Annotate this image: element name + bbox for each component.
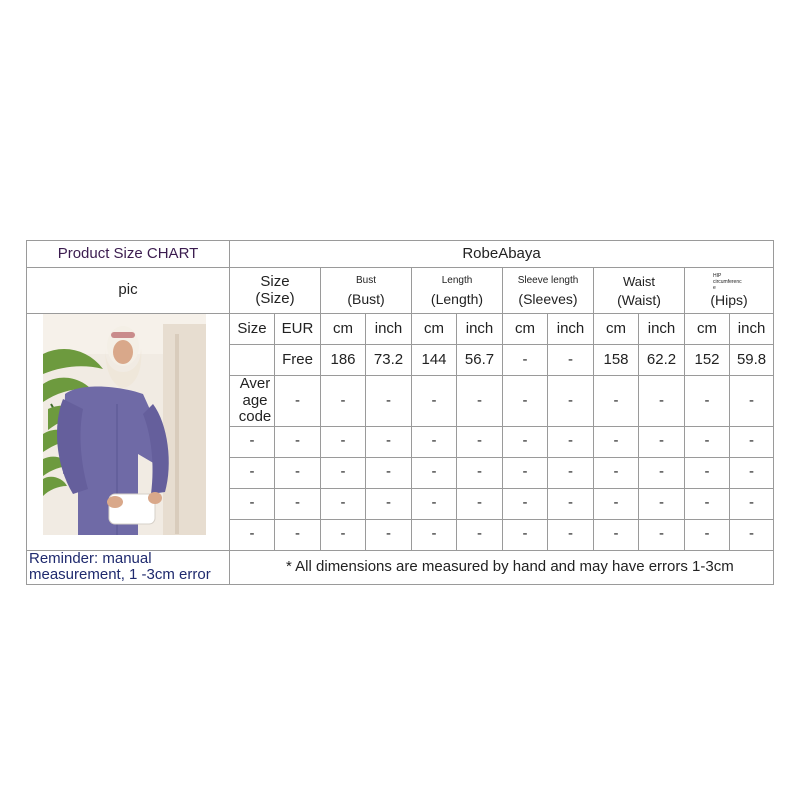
- cell: 152: [685, 345, 730, 376]
- cell: -: [275, 457, 321, 488]
- cell: -: [685, 519, 730, 550]
- unit-sleeve-inch: inch: [548, 314, 594, 345]
- cell: -: [730, 488, 774, 519]
- chart-title: Product Size CHART: [27, 241, 230, 268]
- cell: -: [548, 519, 594, 550]
- cell: -: [321, 376, 366, 427]
- cell: -: [275, 376, 321, 427]
- cell: -: [412, 376, 457, 427]
- cell: -: [548, 376, 594, 427]
- cell: -: [548, 457, 594, 488]
- cell: -: [457, 457, 503, 488]
- cell: -: [366, 488, 412, 519]
- cell: 62.2: [639, 345, 685, 376]
- header-hips-tiny-2: circumferenc: [713, 278, 742, 285]
- cell: -: [639, 488, 685, 519]
- product-photo: [43, 314, 206, 535]
- cell: -: [685, 457, 730, 488]
- header-hips-bottom: (Hips): [710, 291, 748, 308]
- cell: -: [503, 519, 548, 550]
- unit-length-cm: cm: [412, 314, 457, 345]
- size-chart-sheet: [26, 240, 773, 583]
- unit-sleeve-cm: cm: [503, 314, 548, 345]
- cell: 73.2: [366, 345, 412, 376]
- cell: -: [730, 426, 774, 457]
- cell: [230, 345, 275, 376]
- measurement-note: * All dimensions are measured by hand and may have errors 1-3cm: [230, 550, 774, 584]
- pic-label: pic: [27, 268, 230, 314]
- cell: -: [366, 376, 412, 427]
- cell: -: [503, 426, 548, 457]
- unit-bust-inch: inch: [366, 314, 412, 345]
- cell: -: [503, 376, 548, 427]
- cell: -: [321, 519, 366, 550]
- cell: -: [548, 345, 594, 376]
- cell: -: [594, 426, 639, 457]
- cell: -: [457, 519, 503, 550]
- unit-bust-cm: cm: [321, 314, 366, 345]
- unit-length-inch: inch: [457, 314, 503, 345]
- header-sleeve: [503, 268, 594, 314]
- header-waist-bottom: (Waist): [617, 291, 661, 308]
- unit-eur: EUR: [275, 314, 321, 345]
- cell: -: [412, 457, 457, 488]
- product-photo-cell: [27, 314, 230, 551]
- cell: -: [594, 519, 639, 550]
- cell: -: [321, 457, 366, 488]
- cell: -: [685, 376, 730, 427]
- header-size: [230, 268, 321, 314]
- cell: 158: [594, 345, 639, 376]
- cell: -: [412, 426, 457, 457]
- unit-waist-inch: inch: [639, 314, 685, 345]
- cell: 144: [412, 345, 457, 376]
- header-length-top: Length: [441, 275, 473, 287]
- header-waist: [594, 268, 685, 314]
- header-size-top: Size: [260, 273, 290, 290]
- header-hips-tiny-3: e: [713, 284, 716, 291]
- cell: -: [503, 457, 548, 488]
- cell: -: [230, 488, 275, 519]
- cell: -: [275, 519, 321, 550]
- avg-line-3: code: [238, 408, 272, 425]
- cell: -: [639, 376, 685, 427]
- average-code-cell: [230, 376, 275, 427]
- avg-line-2: age: [242, 391, 268, 409]
- cell: 56.7: [457, 345, 503, 376]
- cell: -: [230, 426, 275, 457]
- cell: -: [685, 488, 730, 519]
- size-chart-table: [26, 240, 774, 585]
- cell: -: [730, 376, 774, 427]
- reminder-text: Reminder: manual measurement, 1 -3cm error: [27, 550, 230, 584]
- header-hips: [685, 268, 774, 314]
- header-bust-top: Bust: [355, 275, 376, 287]
- cell: -: [366, 457, 412, 488]
- cell: -: [457, 488, 503, 519]
- cell: -: [366, 426, 412, 457]
- header-waist-top: Waist: [622, 273, 656, 289]
- unit-hips-inch: inch: [730, 314, 774, 345]
- unit-size: Size: [230, 314, 275, 345]
- header-sleeve-top: Sleeve length: [517, 275, 579, 287]
- cell: Free: [275, 345, 321, 376]
- cell: -: [321, 426, 366, 457]
- header-length: [412, 268, 503, 314]
- cell: 59.8: [730, 345, 774, 376]
- cell: -: [366, 519, 412, 550]
- cell: -: [639, 457, 685, 488]
- cell: -: [594, 457, 639, 488]
- cell: -: [730, 519, 774, 550]
- cell: -: [730, 457, 774, 488]
- cell: -: [548, 426, 594, 457]
- cell: -: [275, 488, 321, 519]
- cell: -: [321, 488, 366, 519]
- cell: -: [503, 488, 548, 519]
- cell: -: [230, 519, 275, 550]
- cell: -: [230, 457, 275, 488]
- cell: -: [594, 488, 639, 519]
- header-length-bottom: (Length): [430, 291, 484, 308]
- cell: -: [275, 426, 321, 457]
- cell: -: [503, 345, 548, 376]
- cell: -: [639, 519, 685, 550]
- unit-waist-cm: cm: [594, 314, 639, 345]
- cell: -: [412, 488, 457, 519]
- avg-line-1: Aver: [239, 375, 271, 392]
- cell: -: [548, 488, 594, 519]
- cell: -: [457, 376, 503, 427]
- cell: -: [457, 426, 503, 457]
- brand-name: RobeAbaya: [230, 241, 774, 268]
- header-size-bottom: (Size): [255, 289, 295, 307]
- cell: -: [412, 519, 457, 550]
- cell: -: [685, 426, 730, 457]
- header-bust-bottom: (Bust): [347, 291, 385, 308]
- cell: -: [639, 426, 685, 457]
- cell: 186: [321, 345, 366, 376]
- cell: -: [594, 376, 639, 427]
- unit-hips-cm: cm: [685, 314, 730, 345]
- header-bust: [321, 268, 412, 314]
- header-hips-tiny-1: HIP: [713, 272, 722, 279]
- header-sleeve-bottom: (Sleeves): [518, 291, 578, 308]
